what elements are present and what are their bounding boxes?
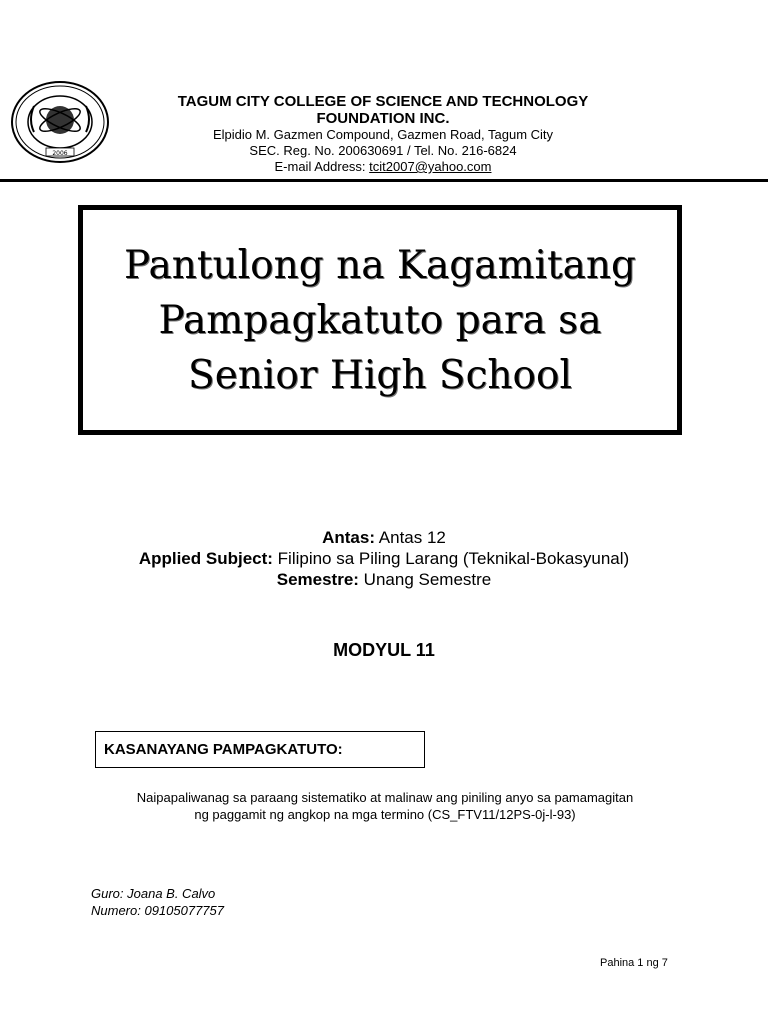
- learning-objective: [60, 789, 710, 823]
- objective-line1: Naipapaliwanag sa paraang sistematiko at malinaw ang piniling anyo sa pamamagitan: [136, 790, 634, 805]
- subject-value: Filipino sa Piling Larang (Teknikal-Bokasyunal): [272, 549, 630, 568]
- subject-row: [0, 548, 768, 569]
- email-label: E-mail Address:: [274, 159, 370, 174]
- title-line1: Pantulong na Kagamitang: [124, 242, 636, 288]
- institution-name-line1: TAGUM CITY COLLEGE OF SCIENCE AND TECHNOLOGY: [177, 93, 589, 110]
- skill-heading-box: [95, 731, 425, 768]
- title-line3: Senior High School: [188, 352, 572, 398]
- institution-registration: SEC. Reg. No. 200630691 / Tel. No. 216-6824: [249, 143, 517, 158]
- course-info: [0, 527, 768, 590]
- semestre-row: [0, 569, 768, 590]
- email-link[interactable]: tcit2007@yahoo.com: [369, 159, 492, 174]
- institution-header: [118, 93, 648, 175]
- antas-value: Antas 12: [375, 528, 446, 547]
- subject-label: Applied Subject:: [138, 549, 273, 568]
- institution-email-line: [118, 159, 648, 175]
- objective-line2: ng paggamit ng angkop na mga termino (CS_FTV11/12PS-0j-l-93): [194, 807, 576, 822]
- module-heading: MODYUL 11: [333, 640, 435, 660]
- teacher-number: Numero: 09105077757: [91, 903, 224, 918]
- skill-heading: KASANAYANG PAMPAGKATUTO:: [104, 741, 343, 758]
- seal-year: 2006: [52, 150, 68, 157]
- teacher-name: Guro: Joana B. Calvo: [91, 886, 216, 901]
- document-title: [100, 238, 660, 403]
- header-divider: [0, 179, 768, 182]
- semestre-label: Semestre:: [276, 570, 359, 589]
- title-box: [78, 205, 682, 435]
- antas-label: Antas:: [322, 528, 375, 547]
- semestre-value: Unang Semestre: [358, 570, 492, 589]
- college-seal-icon: [10, 80, 110, 164]
- institution-address: Elpidio M. Gazmen Compound, Gazmen Road, Tagum City: [212, 127, 554, 142]
- title-line2: Pampagkatuto para sa: [158, 297, 602, 343]
- teacher-info: [91, 885, 224, 919]
- antas-row: [0, 527, 768, 548]
- institution-name-line2: FOUNDATION INC.: [316, 110, 450, 127]
- page-number: Pahina 1 ng 7: [600, 957, 668, 969]
